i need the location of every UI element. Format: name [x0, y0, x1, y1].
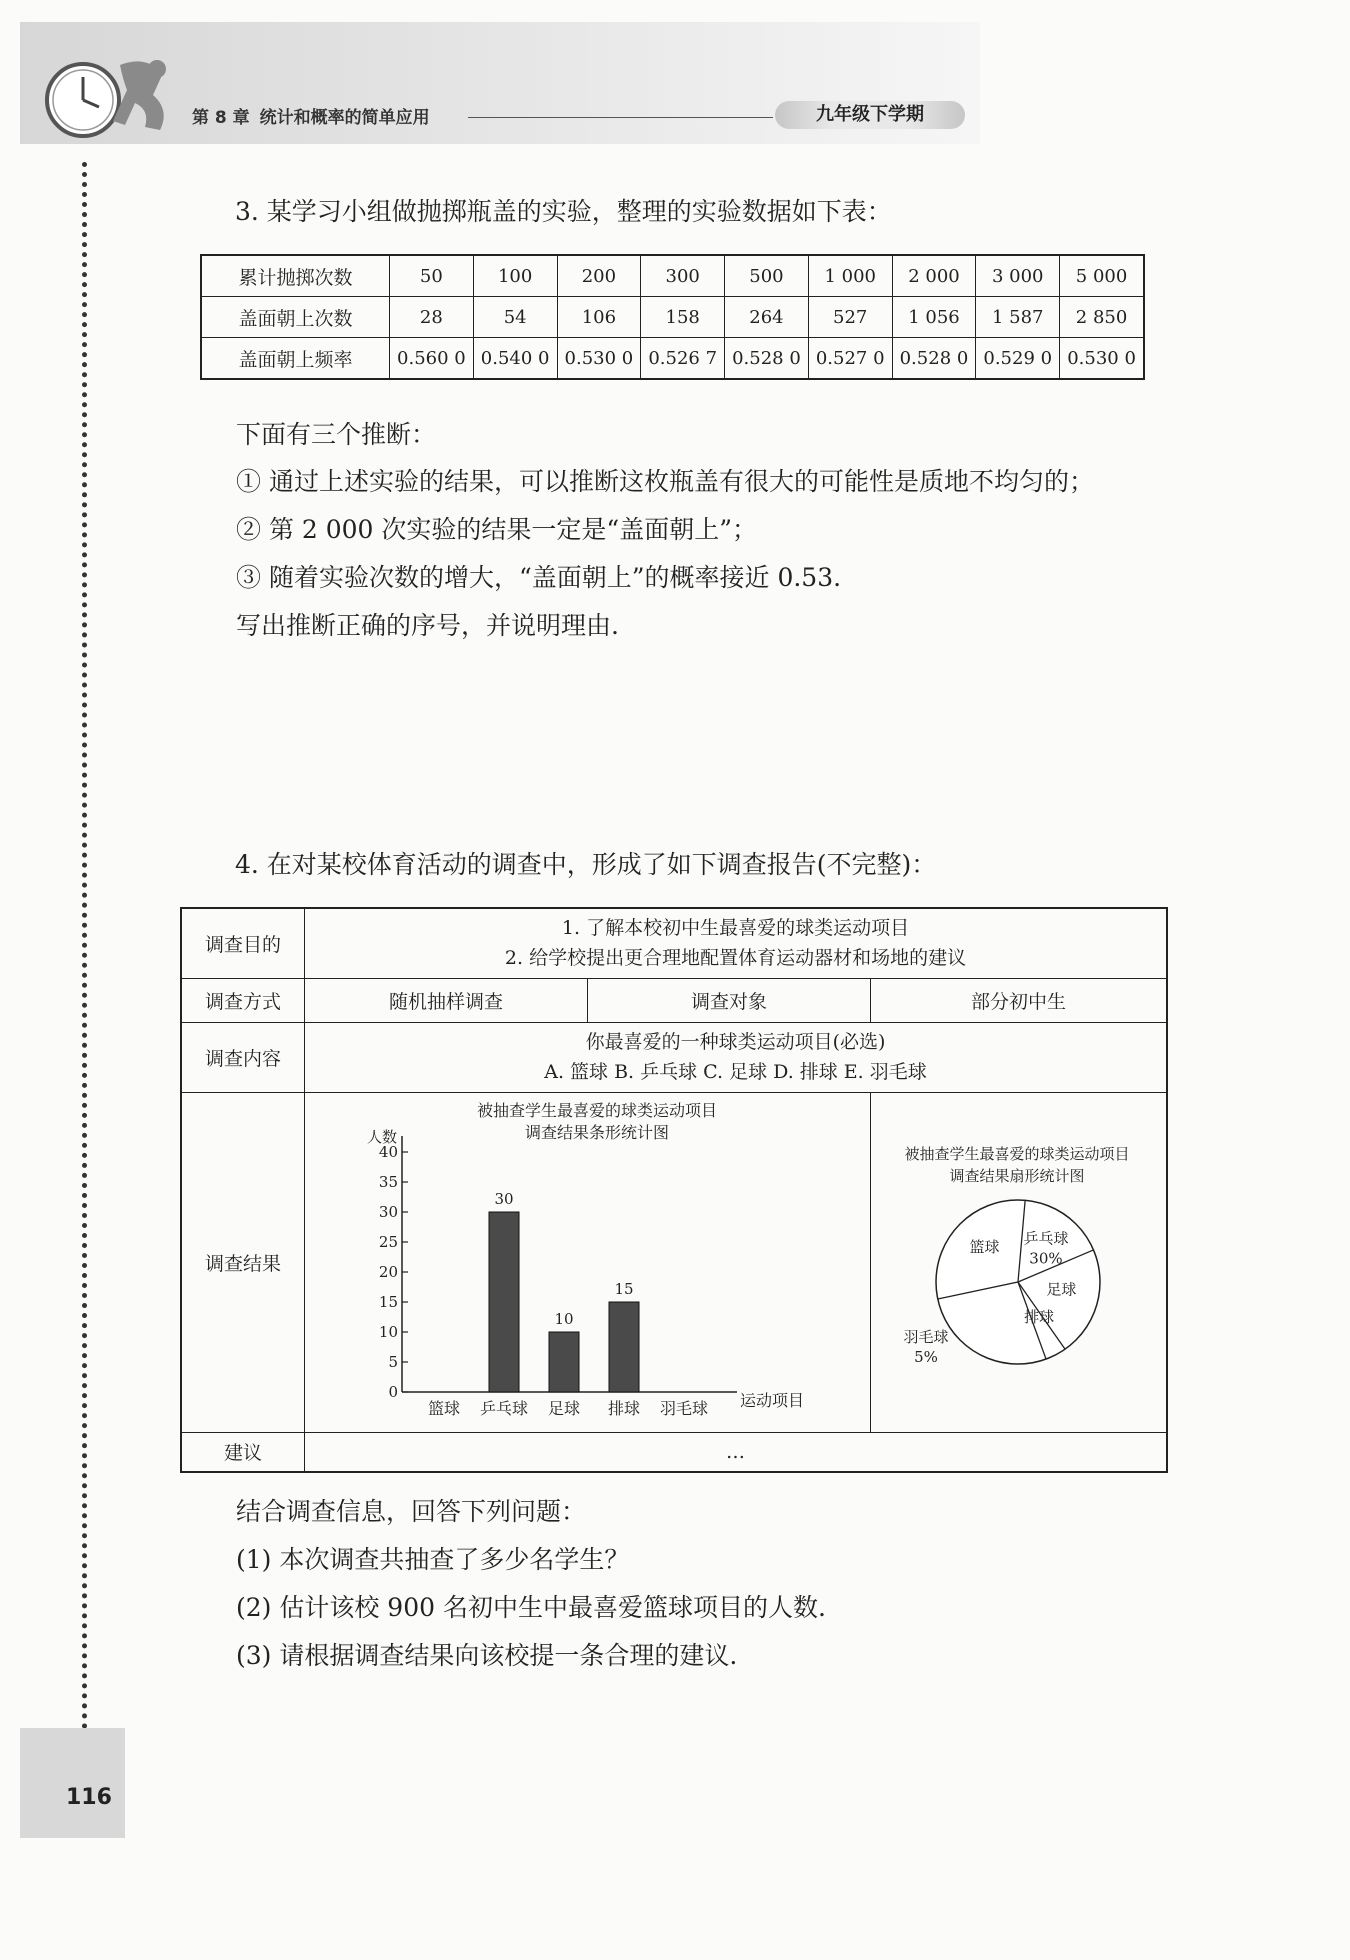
table-row-frequencies: [201, 338, 1144, 380]
header-rule: [468, 117, 773, 118]
content-cell: [305, 1022, 1168, 1092]
content-line-2: A. 篮球 B. 乒乓球 C. 足球 D. 排球 E. 羽毛球: [544, 1061, 927, 1083]
bar-value-label: 30: [494, 1190, 514, 1208]
table-cell: 200: [557, 255, 641, 297]
bar-y-tick-label: 15: [378, 1293, 398, 1311]
table-cell: 0.530 0: [1060, 338, 1144, 380]
bar-y-tick-label: 40: [378, 1143, 398, 1161]
bar-x-tick-label: 羽毛球: [659, 1399, 709, 1418]
purpose-line-2: 2. 给学校提出更合理地配置体育运动器材和场地的建议: [504, 947, 967, 970]
chapter-heading: [192, 103, 430, 128]
table-cell: 500: [725, 255, 809, 297]
chapter-title: 统计和概率的简单应用: [259, 108, 430, 128]
pie-slice-label: 篮球: [969, 1237, 1000, 1256]
table-cell: 0.528 0: [892, 338, 976, 380]
bar: [549, 1332, 579, 1392]
content-row: [181, 1022, 1167, 1092]
table-cell: 5 000: [1060, 255, 1144, 297]
table-cell: 106: [557, 297, 641, 338]
purpose-cell: [305, 908, 1168, 978]
bar-x-tick-label: 乒乓球: [479, 1399, 529, 1418]
table-cell: 54: [473, 297, 557, 338]
q3-intro: 下面有三个推断：: [236, 420, 437, 449]
content-line-1: 你最喜爱的一种球类运动项目(必选): [585, 1031, 886, 1053]
row-label: 盖面朝上频率: [201, 338, 390, 380]
table-cell: 0.527 0: [808, 338, 892, 380]
q4-question-3: (3) 请根据调查结果向该校提一条合理的建议.: [236, 1641, 738, 1670]
pie-percent-label: 30%: [1029, 1249, 1063, 1268]
q3-inference-2: ② 第 2 000 次实验的结果一定是“盖面朝上”；: [236, 515, 757, 544]
bar-y-tick-label: 35: [378, 1173, 398, 1191]
page-tab: [20, 1728, 125, 1838]
suggestion-value: …: [305, 1432, 1168, 1472]
table-cell: 100: [473, 255, 557, 297]
bar-value-label: 15: [614, 1280, 634, 1298]
pie-percent-label: 5%: [914, 1348, 938, 1366]
table-cell: 2 000: [892, 255, 976, 297]
table-cell: 50: [390, 255, 474, 297]
table-cell: 1 000: [808, 255, 892, 297]
table-row-up-counts: [201, 297, 1144, 338]
bar-chart-xlabel: 运动项目: [740, 1391, 805, 1410]
bar-chart-title: 被抽查学生最喜爱的球类运动项目: [476, 1101, 718, 1120]
grade-badge: 九年级下学期: [775, 101, 965, 129]
q3-prompt: 3. 某学习小组做抛掷瓶盖的实验，整理的实验数据如下表：: [235, 197, 892, 226]
bar-x-tick-label: 足球: [547, 1399, 581, 1418]
bar-x-tick-label: 篮球: [427, 1399, 461, 1418]
table-cell: 0.560 0: [390, 338, 474, 380]
pie-chart-title: 被抽查学生最喜爱的球类运动项目: [904, 1145, 1130, 1163]
q4-questions-intro: 结合调查信息，回答下列问题：: [236, 1497, 587, 1526]
purpose-line-1: 1. 了解本校初中生最喜爱的球类运动项目: [561, 917, 910, 940]
table-cell: 527: [808, 297, 892, 338]
table-cell: 0.528 0: [725, 338, 809, 380]
bar-chart: [342, 1092, 842, 1422]
bar-y-tick-label: 30: [378, 1203, 398, 1221]
pie-slice-label: 排球: [1024, 1307, 1055, 1326]
q4-prompt: 4. 在对某校体育活动的调查中，形成了如下调查报告(不完整)：: [235, 850, 937, 879]
suggestion-row: [181, 1432, 1167, 1472]
bar-y-tick-label: 0: [388, 1383, 398, 1401]
table-cell: 28: [390, 297, 474, 338]
pie-slice-label: 乒乓球: [1023, 1229, 1069, 1248]
row-label: 盖面朝上次数: [201, 297, 390, 338]
chapter-number: 第 8 章: [192, 108, 250, 128]
bar-y-tick-label: 5: [388, 1353, 398, 1371]
q3-task: 写出推断正确的序号，并说明理由.: [236, 611, 619, 640]
q4-question-1: (1) 本次调查共抽查了多少名学生？: [236, 1545, 630, 1574]
q4-question-2: (2) 估计该校 900 名初中生中最喜爱篮球项目的人数.: [236, 1593, 826, 1622]
bar: [489, 1212, 519, 1392]
table-cell: 0.526 7: [641, 338, 725, 380]
pie-chart-subtitle: 调查结果扇形统计图: [949, 1167, 1085, 1185]
method-row: [181, 978, 1167, 1022]
q3-data-table: [200, 254, 1145, 380]
bar-chart-subtitle: 调查结果条形统计图: [524, 1123, 670, 1142]
table-cell: 0.529 0: [976, 338, 1060, 380]
bar: [609, 1302, 639, 1392]
bar-y-tick-label: 20: [378, 1263, 398, 1281]
purpose-row: [181, 908, 1167, 978]
pie-chart: [872, 1092, 1162, 1422]
table-cell: 2 850: [1060, 297, 1144, 338]
bar-y-tick-label: 10: [378, 1323, 398, 1341]
method-value: 随机抽样调查: [305, 978, 588, 1022]
bar-plot-area: [379, 1136, 737, 1418]
table-cell: 0.540 0: [473, 338, 557, 380]
pie-slice-label: 羽毛球: [903, 1328, 949, 1346]
table-cell: 0.530 0: [557, 338, 641, 380]
suggestion-label: 建议: [181, 1432, 305, 1472]
method-label: 调查方式: [181, 978, 305, 1022]
pie-plot-area: [903, 1200, 1100, 1366]
q3-inference-1: ① 通过上述实验的结果，可以推断这枚瓶盖有很大的可能性是质地不均匀的；: [236, 467, 1094, 496]
table-cell: 1 587: [976, 297, 1060, 338]
object-label: 调查对象: [588, 978, 871, 1022]
q3-inference-3: ③ 随着实验次数的增大，“盖面朝上”的概率接近 0.53.: [236, 563, 842, 592]
purpose-label: 调查目的: [181, 908, 305, 978]
pie-slice-label: 足球: [1046, 1280, 1077, 1299]
table-cell: 1 056: [892, 297, 976, 338]
table-cell: 158: [641, 297, 725, 338]
table-cell: 264: [725, 297, 809, 338]
row-label: 累计抛掷次数: [201, 255, 390, 297]
result-label: 调查结果: [181, 1092, 305, 1432]
table-row-throws: [201, 255, 1144, 297]
bar-chart-ylabel: 人数: [366, 1128, 398, 1146]
table-cell: 3 000: [976, 255, 1060, 297]
table-cell: 300: [641, 255, 725, 297]
clock-runner-logo-icon: [45, 55, 195, 155]
bar-x-tick-label: 排球: [607, 1399, 641, 1418]
content-label: 调查内容: [181, 1022, 305, 1092]
bar-y-tick-label: 25: [378, 1233, 398, 1251]
bar-value-label: 10: [554, 1310, 574, 1328]
page-number: 116: [66, 1785, 112, 1810]
binding-dots: [82, 162, 87, 1730]
object-value: 部分初中生: [871, 978, 1168, 1022]
